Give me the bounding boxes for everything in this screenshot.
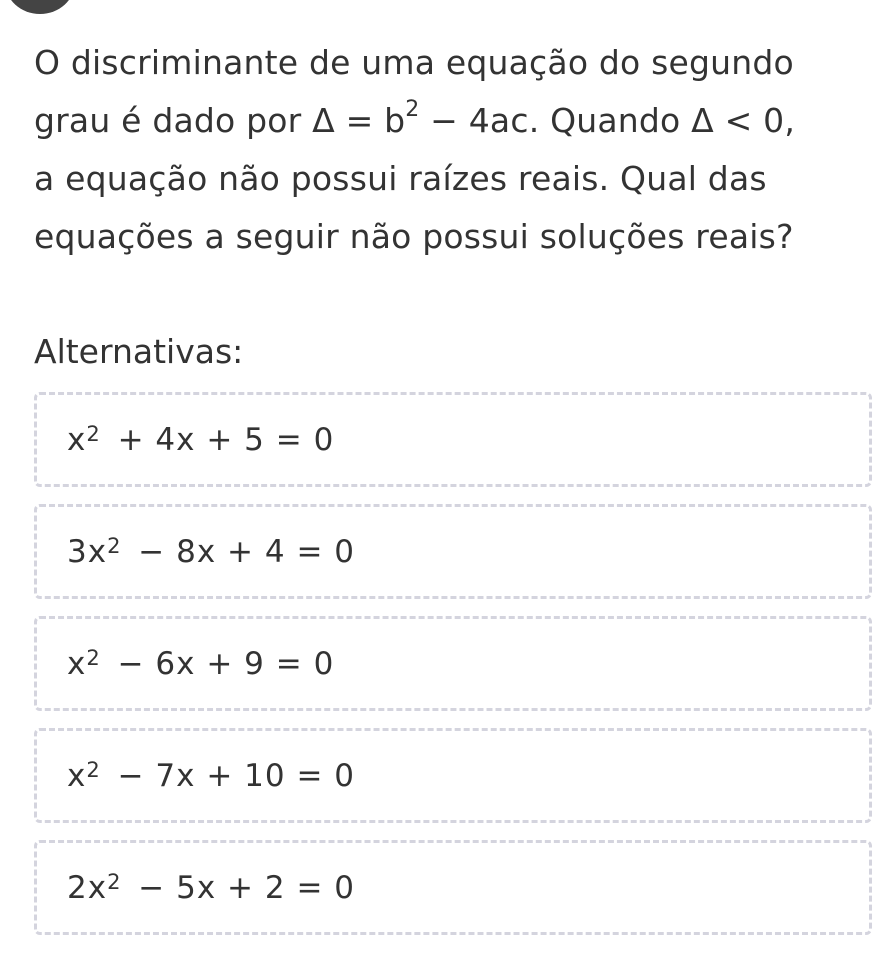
option-c-rest: − 6x + 9 = 0 [106, 645, 335, 682]
question-line-2-mid: . Quando [528, 101, 692, 140]
option-c[interactable]: x $^2$ − 6x + 9 = 0 [34, 616, 872, 711]
option-a[interactable]: x $^2$ + 4x + 5 = 0 [34, 392, 872, 487]
option-e-base: 2x [67, 869, 108, 906]
question-line-2-suffix: , [784, 101, 796, 140]
question-line-2 [34, 92, 884, 150]
formula-rest: − 4ac [419, 101, 529, 140]
option-e-rest: − 5x + 2 = 0 [127, 869, 356, 906]
option-c-base: x [67, 645, 87, 682]
question-line-1: O discriminante de uma equação do segundo [34, 43, 794, 82]
formula-base: Δ = b [312, 101, 406, 140]
question-line-4: equações a seguir não possui soluções reais? [34, 217, 794, 256]
option-d[interactable]: x $^2$ − 7x + 10 = 0 [34, 728, 872, 823]
question-line-2-prefix: grau é dado por [34, 101, 313, 140]
option-b-base: 3x [67, 533, 108, 570]
option-e[interactable]: 2x $^2$ − 5x + 2 = 0 [34, 840, 872, 935]
alternatives-label: Alternativas: [34, 332, 244, 371]
option-a-rest: + 4x + 5 = 0 [106, 421, 335, 458]
question-line-3: a equação não possui raízes reais. Qual das [34, 159, 767, 198]
avatar [5, 0, 75, 14]
question-text [34, 34, 884, 266]
option-d-rest: − 7x + 10 = 0 [106, 757, 356, 794]
option-b[interactable]: 3x $^2$ − 8x + 4 = 0 [34, 504, 872, 599]
discriminant-condition: Δ < 0 [691, 101, 785, 140]
formula-exponent: 2 [405, 97, 420, 122]
option-b-rest: − 8x + 4 = 0 [127, 533, 356, 570]
options-list [34, 392, 872, 952]
option-d-base: x [67, 757, 87, 794]
option-a-base: x [67, 421, 87, 458]
discriminant-formula [312, 97, 529, 140]
